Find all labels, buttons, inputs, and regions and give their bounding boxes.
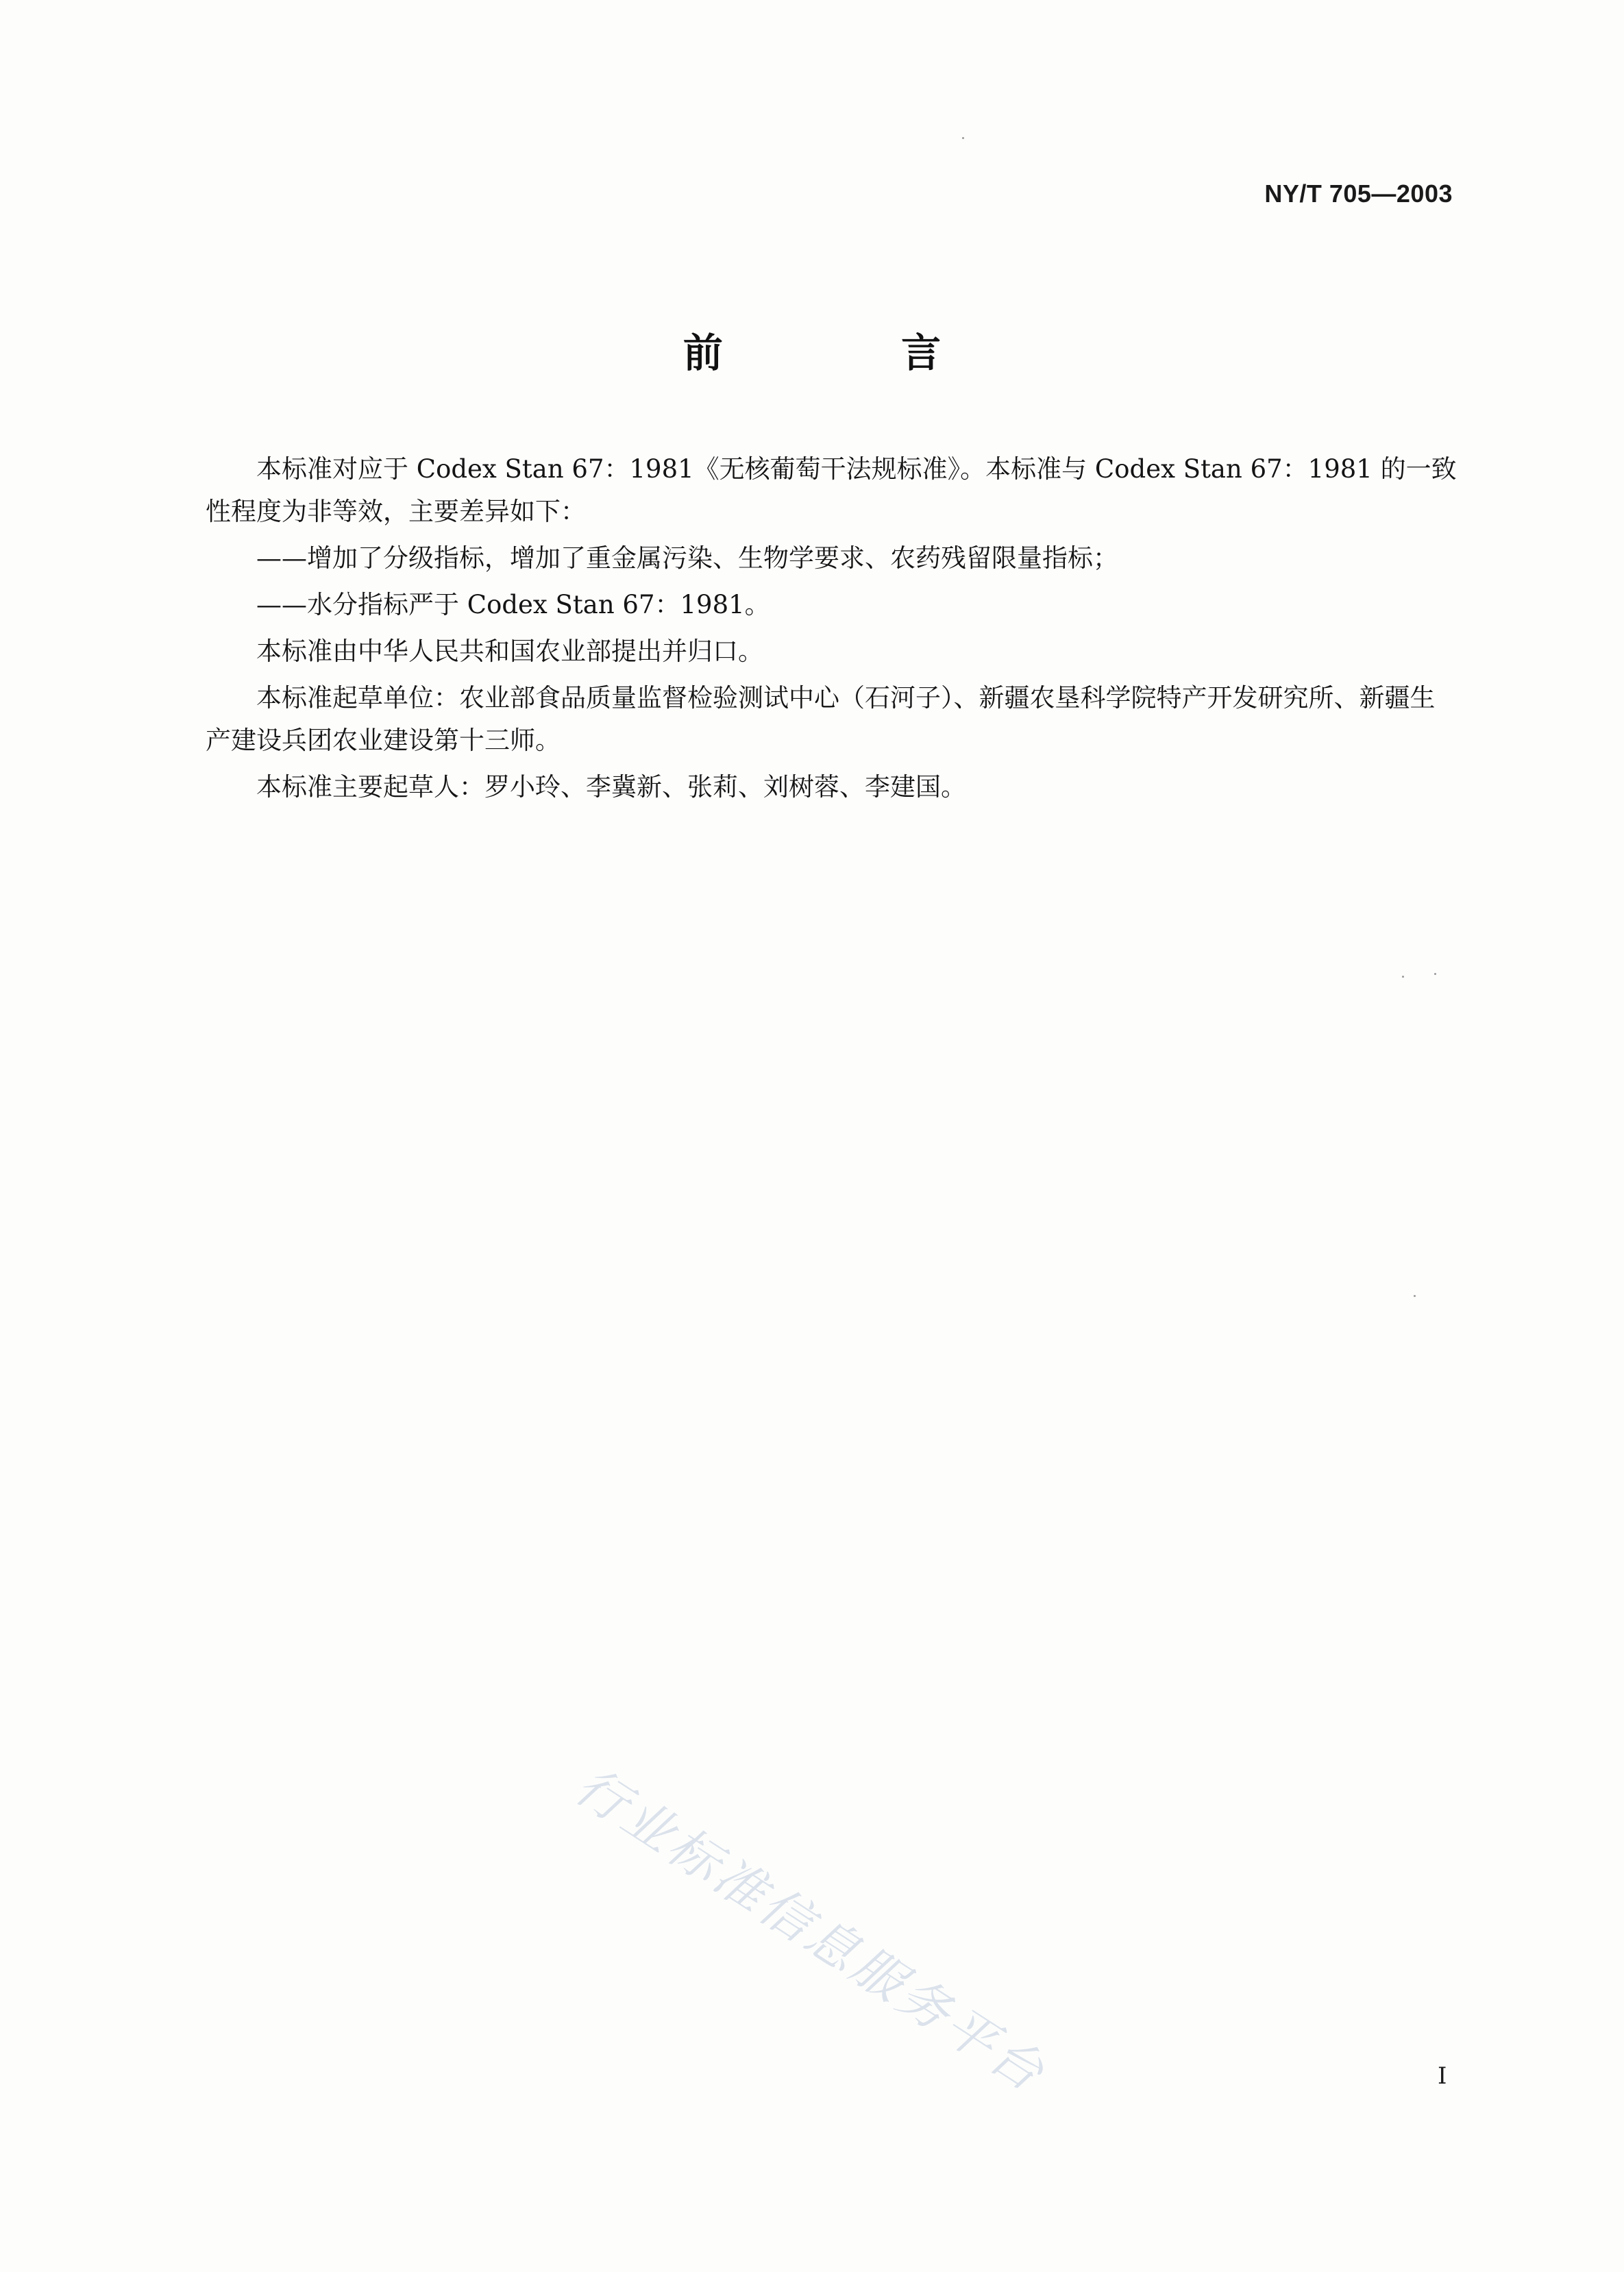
paragraph-drafters: 本标准主要起草人：罗小玲、李冀新、张莉、刘树蓉、李建国。 — [256, 772, 966, 802]
foreword-body — [206, 448, 1460, 808]
scan-speck — [1402, 976, 1404, 978]
paragraph-proposer: 本标准由中华人民共和国农业部提出并归口。 — [256, 637, 763, 666]
paragraph-correspondence: 本标准对应于 Codex Stan 67：1981《无核葡萄干法规标准》。本标准与 Codex Stan 67：1981 的一致性程度为非等效，主要差异如下： — [206, 454, 1457, 526]
scan-speck — [1414, 1295, 1416, 1297]
page-number: I — [1438, 2062, 1447, 2090]
list-item-difference-2: ——水分指标严于 Codex Stan 67：1981。 — [256, 590, 770, 619]
list-item-difference-1: ——增加了分级指标，增加了重金属污染、生物学要求、农药残留限量指标； — [256, 543, 1118, 573]
page-title: 前 言 — [682, 330, 1024, 376]
scan-speck — [1434, 973, 1436, 975]
scan-speck — [962, 137, 964, 139]
standard-number: NY/T 705—2003 — [1264, 180, 1453, 208]
paragraph-drafting-units: 本标准起草单位：农业部食品质量监督检验测试中心（石河子）、新疆农垦科学院特产开发研究所、新疆生产建设兵团农业建设第十三师。 — [206, 683, 1436, 755]
watermark: 行业标准信息服务平台 — [565, 1756, 1057, 2105]
